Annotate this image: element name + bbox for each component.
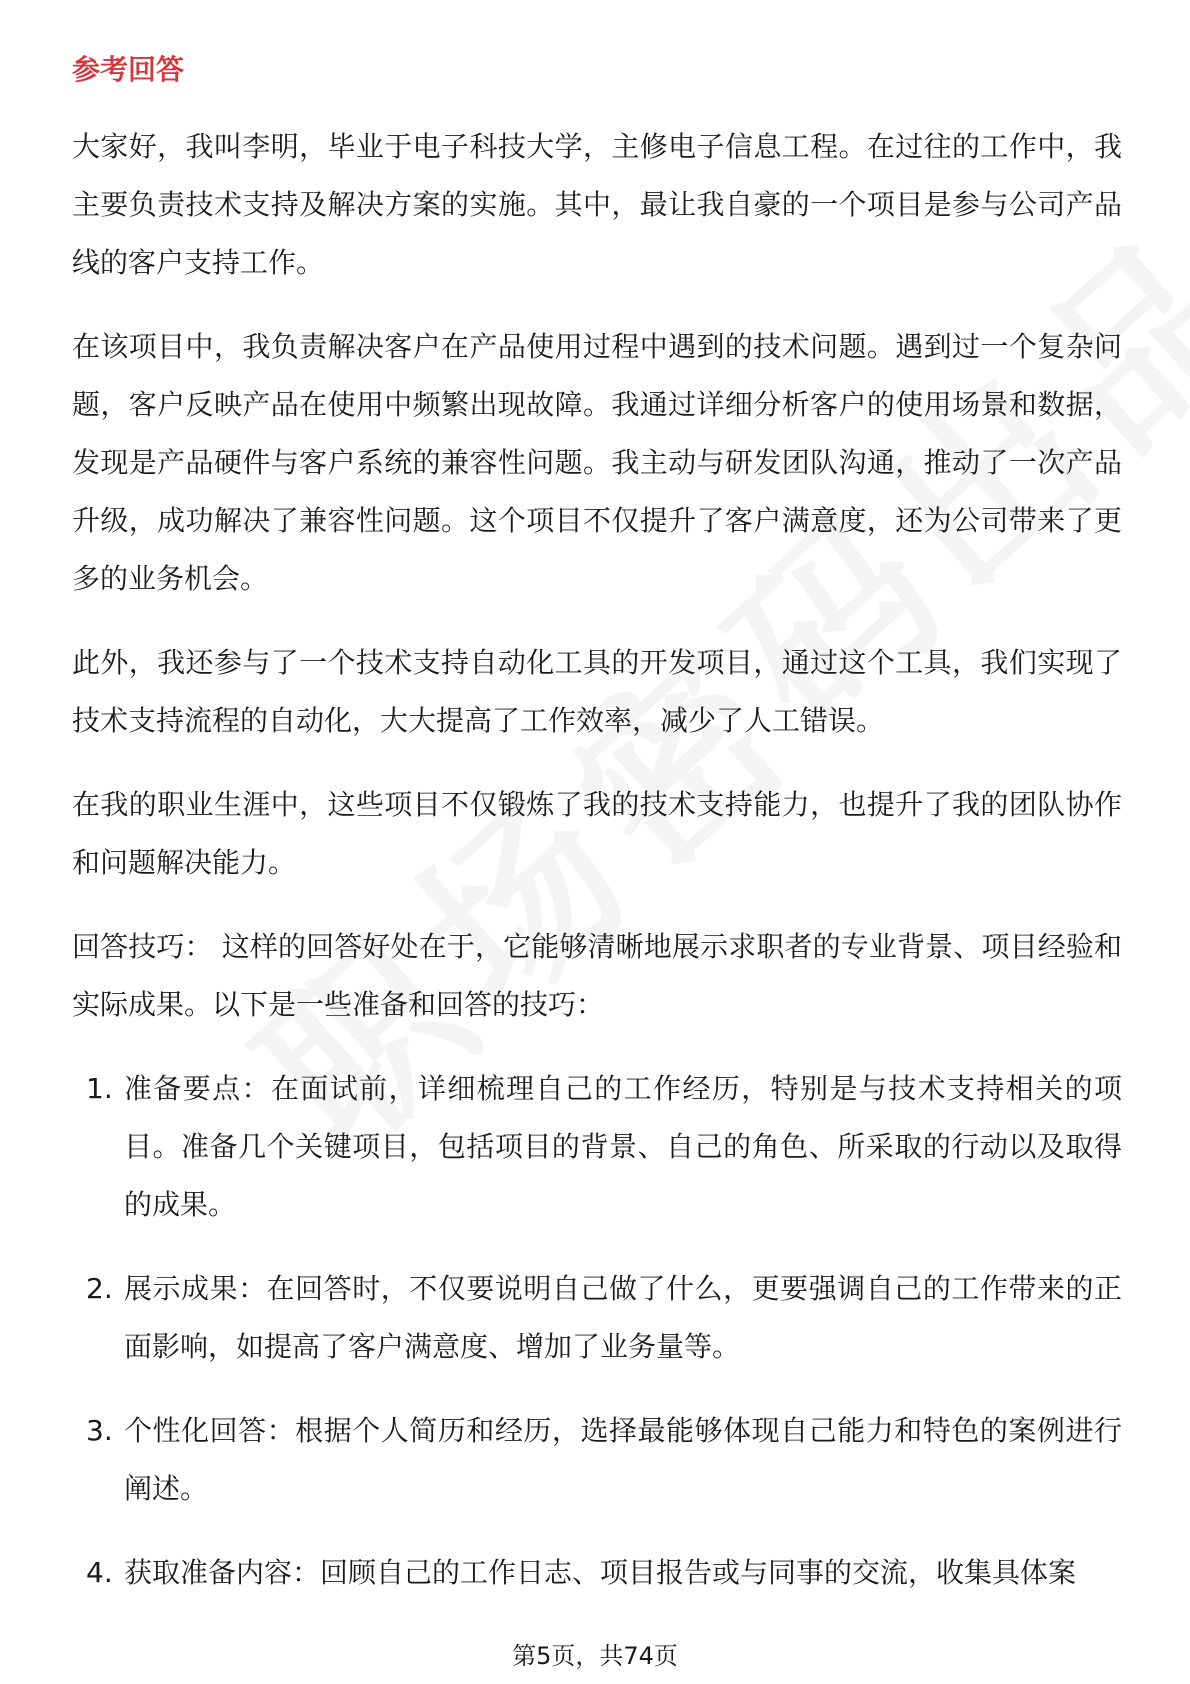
- tips-list: [72, 1060, 1122, 1602]
- paragraph-automation: 此外，我还参与了一个技术支持自动化工具的开发项目，通过这个工具，我们实现了技术支持流程的自动化，大大提高了工作效率，减少了人工错误。: [72, 646, 1122, 737]
- page-footer: 第5页，共74页: [512, 1642, 678, 1670]
- document-body: [72, 46, 1122, 1628]
- list-item-text: 展示成果：在回答时，不仅要说明自己做了什么，更要强调自己的工作带来的正面影响，如提高了客户满意度、增加了业务量等。: [124, 1272, 1122, 1363]
- paragraph-tips-intro: 回答技巧： 这样的回答好处在于，它能够清晰地展示求职者的专业背景、项目经验和实际成果。以下是一些准备和回答的技巧：: [72, 930, 1122, 1021]
- paragraph-project: 在该项目中，我负责解决客户在产品使用过程中遇到的技术问题。遇到过一个复杂问题，客户反映产品在使用中频繁出现故障。我通过详细分析客户的使用场景和数据，发现是产品硬件与客户系统的兼容性问题。我主动与研发团队沟通，推动了一次产品升级，成功解决了兼容性问题。这个项目不仅提升了客户满意度，还为公司带来了更多的业务机会。: [72, 330, 1122, 595]
- list-number: 1.: [86, 1072, 113, 1105]
- list-item-text: 获取准备内容：回顾自己的工作日志、项目报告或与同事的交流，收集具体案: [124, 1556, 1077, 1589]
- list-item: [72, 1402, 1122, 1518]
- paragraph-intro: 大家好，我叫李明，毕业于电子科技大学，主修电子信息工程。在过往的工作中，我主要负责技术支持及解决方案的实施。其中，最让我自豪的一个项目是参与公司产品线的客户支持工作。: [72, 130, 1122, 279]
- list-number: 4.: [86, 1556, 113, 1589]
- list-item-text: 个性化回答：根据个人简历和经历，选择最能够体现自己能力和特色的案例进行阐述。: [124, 1414, 1122, 1505]
- list-item: [72, 1060, 1122, 1234]
- list-item-text: 准备要点：在面试前，详细梳理自己的工作经历，特别是与技术支持相关的项目。准备几个关键项目，包括项目的背景、自己的角色、所采取的行动以及取得的成果。: [124, 1072, 1122, 1221]
- list-item: [72, 1544, 1122, 1602]
- list-number: 2.: [86, 1272, 113, 1305]
- list-number: 3.: [86, 1414, 113, 1447]
- list-item: [72, 1260, 1122, 1376]
- section-title: 参考回答: [72, 53, 185, 86]
- paragraph-career: 在我的职业生涯中，这些项目不仅锻炼了我的技术支持能力，也提升了我的团队协作和问题解决能力。: [72, 788, 1122, 879]
